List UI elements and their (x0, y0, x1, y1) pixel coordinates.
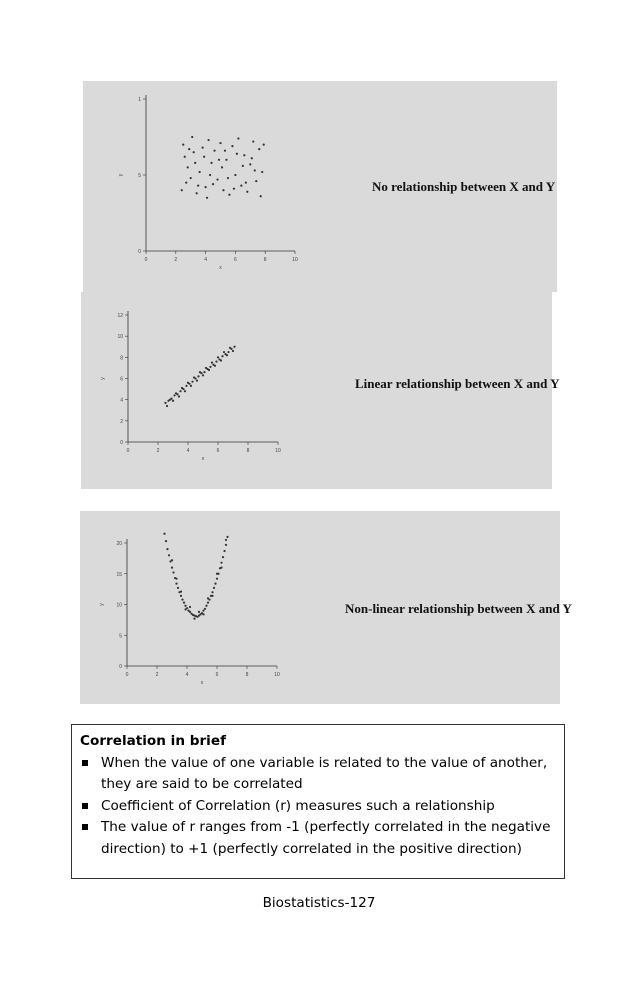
data-point (175, 582, 177, 584)
figure-caption: No relationship between X and Y (372, 179, 556, 194)
data-point (171, 567, 173, 569)
data-point (226, 536, 228, 538)
x-tick-label: 8 (246, 448, 250, 454)
scatter-panel-non-linear (80, 511, 572, 704)
y-tick-label: 0 (119, 664, 122, 670)
data-point (225, 539, 227, 541)
x-tick-label: 8 (263, 257, 267, 263)
data-point (213, 587, 215, 589)
y-tick-label: 1 (138, 97, 141, 103)
square-bullet-icon (82, 824, 88, 830)
data-point (243, 154, 245, 156)
data-point (184, 608, 186, 610)
data-point (216, 578, 218, 580)
data-point (173, 394, 175, 396)
x-tick-label: 2 (174, 257, 178, 263)
data-point (233, 346, 235, 348)
data-point (172, 571, 174, 573)
data-point (183, 602, 185, 604)
y-tick-label: 12 (117, 313, 123, 319)
data-point (255, 180, 257, 182)
data-point (187, 166, 189, 168)
x-tick-label: 6 (215, 672, 219, 678)
data-point (165, 540, 167, 542)
data-point (163, 533, 165, 535)
data-point (208, 369, 210, 371)
data-point (211, 591, 213, 593)
x-tick-label: 10 (274, 672, 280, 678)
box-title: Correlation in brief (80, 733, 226, 749)
data-point (185, 182, 187, 184)
x-axis-label: x (201, 456, 205, 462)
data-point (185, 385, 187, 387)
data-point (193, 376, 195, 378)
data-point (224, 150, 226, 152)
data-point (249, 163, 251, 165)
y-tick-label: 8 (120, 355, 123, 362)
data-point (196, 192, 198, 194)
data-point (222, 556, 224, 558)
x-tick-label: 4 (186, 448, 190, 454)
x-tick-label: 6 (216, 448, 220, 454)
data-point (202, 374, 204, 376)
data-point (179, 390, 181, 392)
data-point (205, 186, 207, 188)
data-point (212, 183, 214, 185)
data-point (214, 365, 216, 367)
data-point (209, 366, 211, 368)
data-point (190, 177, 192, 179)
x-tick-label: 6 (234, 257, 237, 263)
data-point (254, 169, 256, 171)
data-point (216, 573, 218, 575)
data-point (225, 544, 227, 546)
data-point (206, 197, 208, 199)
figure-caption: Linear relationship between X and Y (355, 376, 560, 391)
data-point (211, 595, 213, 597)
y-tick-label: 6 (120, 376, 123, 383)
data-point (193, 618, 195, 620)
data-point (191, 136, 193, 138)
bullet-list (80, 753, 556, 861)
y-tick-label: 15 (116, 571, 122, 578)
y-axis-label: y (99, 603, 105, 606)
correlation-summary-box (71, 724, 565, 879)
data-point (166, 548, 168, 550)
data-point (218, 159, 220, 161)
data-point (178, 395, 180, 397)
data-point (190, 385, 192, 387)
data-point (172, 400, 174, 402)
data-point (223, 351, 225, 353)
data-point (214, 582, 216, 584)
data-point (182, 144, 184, 146)
data-point (217, 356, 219, 358)
data-point (197, 375, 199, 377)
data-point (261, 171, 263, 173)
data-point (251, 157, 253, 159)
list-item-text: The value of r ranges from -1 (perfectly correlated in the negative direction) to +1 (perfectly correlated in the positive direction) (101, 819, 551, 857)
list-item-text: When the value of one variable is related to the value of another, they are said to be correlated (101, 754, 548, 792)
data-point (198, 611, 200, 613)
data-point (227, 351, 229, 353)
y-tick-label: 4 (120, 397, 123, 404)
data-point (205, 367, 207, 369)
data-point (171, 559, 173, 561)
x-tick-label: 4 (204, 257, 207, 263)
data-point (234, 174, 236, 176)
data-point (232, 350, 234, 352)
y-tick-label: 10 (117, 334, 123, 341)
data-point (202, 610, 204, 612)
data-point (184, 156, 186, 158)
data-point (231, 145, 233, 147)
data-point (169, 399, 171, 401)
data-point (197, 185, 199, 187)
y-axis-label: y (118, 173, 124, 177)
x-tick-label: 0 (125, 672, 129, 678)
data-point (227, 177, 229, 179)
x-tick-label: 2 (156, 448, 160, 454)
x-axis-label: x (219, 265, 222, 271)
data-point (203, 156, 205, 158)
data-point (245, 182, 247, 184)
page-footer: Biostatistics-127 (262, 895, 376, 911)
data-point (215, 360, 217, 362)
data-point (194, 162, 196, 164)
data-point (203, 371, 205, 373)
data-point (263, 144, 265, 146)
y-axis-label: y (100, 377, 106, 380)
data-point (191, 381, 193, 383)
x-tick-label: 8 (245, 672, 249, 678)
data-point (219, 142, 221, 144)
data-point (175, 392, 177, 394)
data-point (184, 605, 186, 607)
scatter-panel-no-relationship (83, 81, 557, 292)
data-point (209, 174, 211, 176)
data-point (213, 150, 215, 152)
data-point (222, 189, 224, 191)
data-point (210, 162, 212, 164)
x-tick-label: 10 (275, 448, 281, 454)
data-point (207, 597, 209, 599)
x-tick-label: 0 (144, 257, 148, 263)
data-point (189, 606, 191, 608)
x-tick-label: 2 (155, 672, 159, 678)
list-item (80, 817, 556, 860)
data-point (199, 171, 201, 173)
square-bullet-icon (82, 760, 88, 766)
data-point (177, 587, 179, 589)
data-point (204, 608, 206, 610)
list-item (80, 796, 556, 818)
data-point (188, 148, 190, 150)
data-point (181, 189, 183, 191)
data-point (236, 153, 238, 155)
data-point (216, 178, 218, 180)
data-point (166, 405, 168, 407)
data-point (199, 371, 201, 373)
data-point (207, 139, 209, 141)
list-item (80, 753, 556, 796)
data-point (189, 611, 191, 613)
data-point (175, 578, 177, 580)
data-point (202, 613, 204, 615)
data-point (221, 166, 223, 168)
y-tick-label: 5 (119, 633, 122, 640)
figure-caption: Non-linear relationship between X and Y (345, 601, 572, 616)
data-point (258, 148, 260, 150)
data-point (181, 387, 183, 389)
y-tick-label: 10 (116, 602, 122, 609)
data-point (233, 188, 235, 190)
data-point (187, 382, 189, 384)
data-point (207, 602, 209, 604)
data-point (184, 390, 186, 392)
y-tick-label: 0 (138, 249, 141, 255)
x-axis-label: x (200, 680, 204, 686)
y-tick-label: 2 (120, 418, 123, 425)
data-point (211, 362, 213, 364)
data-point (223, 550, 225, 552)
data-point (240, 185, 242, 187)
data-point (202, 147, 204, 149)
data-point (220, 359, 222, 361)
data-point (196, 380, 198, 382)
x-tick-label: 4 (185, 672, 189, 678)
data-point (181, 598, 183, 600)
data-point (237, 137, 239, 139)
data-point (168, 554, 170, 556)
scatter-panel-linear (81, 292, 560, 489)
y-tick-label: 0 (120, 440, 123, 446)
data-point (180, 590, 182, 592)
data-point (246, 191, 248, 193)
data-point (226, 354, 228, 356)
x-tick-label: 0 (126, 448, 130, 454)
list-item-text: Coefficient of Correlation (r) measures such a relationship (101, 797, 495, 814)
data-point (221, 355, 223, 357)
x-tick-label: 10 (292, 257, 298, 263)
data-point (220, 562, 222, 564)
data-point (242, 165, 244, 167)
data-point (164, 402, 166, 404)
data-point (228, 194, 230, 196)
data-point (205, 605, 207, 607)
square-bullet-icon (82, 803, 88, 809)
data-point (220, 567, 222, 569)
data-point (193, 151, 195, 153)
y-tick-label: 5 (138, 173, 141, 179)
data-point (252, 140, 254, 142)
data-point (229, 347, 231, 349)
y-tick-label: 20 (116, 541, 122, 547)
data-point (180, 595, 182, 597)
data-point (260, 195, 262, 197)
data-point (225, 159, 227, 161)
